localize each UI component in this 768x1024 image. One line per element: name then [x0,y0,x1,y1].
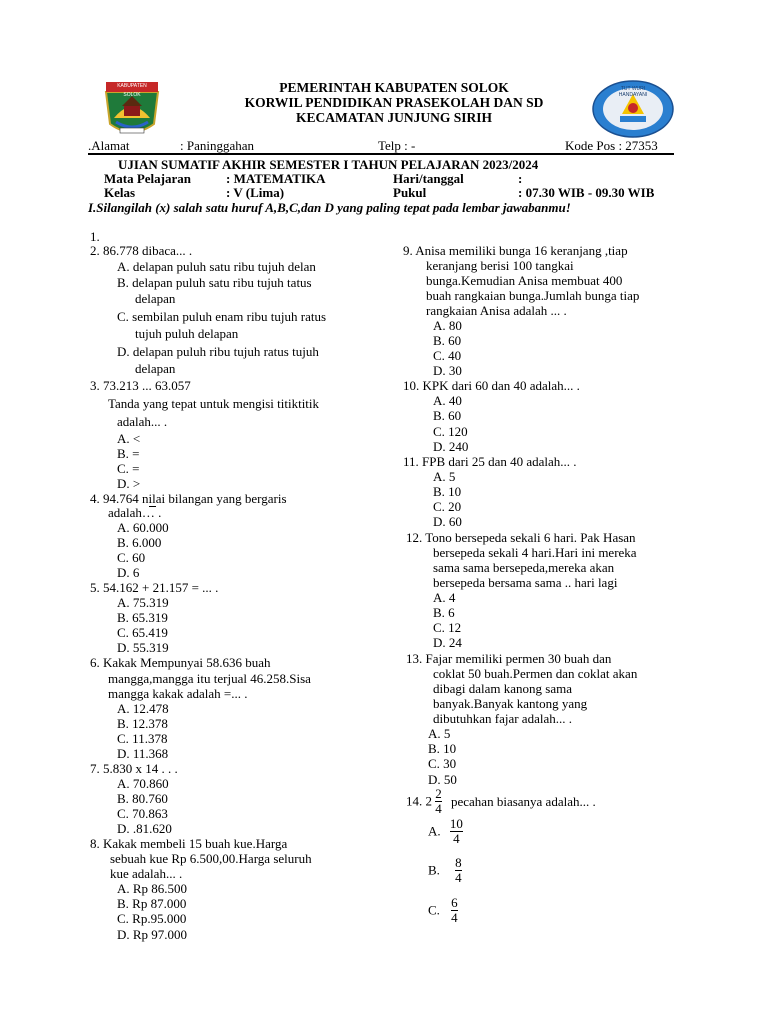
q5-b: B. 65.319 [117,610,168,625]
q1: 1. [90,229,100,244]
q8-c: C. Rp.95.000 [117,911,187,926]
q12-c: C. 12 [433,620,462,635]
q10-d: D. 240 [433,439,469,454]
q2-c2: tujuh puluh delapan [135,326,239,341]
q14-b [428,856,462,885]
logo-right-text: TUT WURI HANDAYANI [618,86,648,98]
header-line-2: KORWIL PENDIDIKAN PRASEKOLAH DAN SD [244,95,544,110]
q2-a: A. delapan puluh satu ribu tujuh delan [117,259,316,274]
q9-line5: rangkaian Anisa adalah ... . [426,303,567,318]
q6-line2: mangga,mangga itu terjual 46.258.Sisa [108,671,311,686]
q13-d: D. 50 [428,772,457,787]
telp: Telp : - [378,138,416,153]
q14-b-den: 4 [455,870,462,885]
logo-left-text: KABUPATEN SOLOK [117,83,147,98]
q8-line3: kue adalah... . [110,866,183,881]
q11-a: A. 5 [433,469,456,484]
q5-c: C. 65.419 [117,625,168,640]
q4-text2: adalah… . [108,505,162,520]
hari-label: Hari/tanggal [393,171,464,186]
q5-a: A. 75.319 [117,595,169,610]
q12-line3: sama sama bersepeda,mereka akan [433,560,615,575]
q13-line4: banyak.Banyak kantong yang [433,696,588,711]
header-line-3: KECAMATAN JUNJUNG SIRIH [295,110,492,125]
instruction: I.Silangilah (x) salah satu huruf A,B,C,dan D yang paling tepat pada lembar jawabanmu! [88,200,571,215]
q3-d: D. > [117,476,141,491]
q2-b2: delapan [135,291,176,306]
q13-c: C. 30 [428,756,457,771]
q8-b: B. Rp 87.000 [117,896,187,911]
q13-line2: coklat 50 buah.Permen dan coklat akan [433,666,638,681]
q14-a-label: A. [428,823,441,839]
q6-line1: 6. Kakak Mempunyai 58.636 buah [90,655,271,670]
kelas-value: : V (Lima) [226,185,285,200]
q14-c-fraction [451,896,458,925]
q7-c: C. 70.863 [117,806,168,821]
q6-a: A. 12.478 [117,701,169,716]
q9-line3: bunga.Kemudian Anisa membuat 400 [426,273,623,288]
exam-title: UJIAN SUMATIF AKHIR SEMESTER I TAHUN PELAJARAN 2023/2024 [118,157,539,172]
q14-b-num: 8 [455,855,462,870]
divider-top [88,153,674,155]
mapel-label: Mata Pelajaran [104,171,192,186]
q12-line1: 12. Tono bersepeda sekali 6 hari. Pak Hasan [406,530,636,545]
q14-a-fraction [450,817,463,846]
q9-c: C. 40 [433,348,462,363]
q14-c [428,896,458,925]
q3-a: A. < [117,431,141,446]
q3-b: B. = [117,446,140,461]
q11-c: C. 20 [433,499,462,514]
kelas-label: Kelas [104,185,136,200]
q14-whole: 14. 2 [406,793,432,809]
alamat-value: : Paninggahan [180,138,255,153]
q9-line4: buah rangkaian bunga.Jumlah bunga tiap [426,288,640,303]
q12-a: A. 4 [433,590,456,605]
q10-c: C. 120 [433,424,468,439]
q11: 11. FPB dari 25 dan 40 adalah... . [403,454,577,469]
q2-b1: B. delapan puluh satu ribu tujuh tatus [117,275,312,290]
q13-a: A. 5 [428,726,451,741]
pukul-label: Pukul [393,185,427,200]
q3: 3. 73.213 ... 63.057 [90,378,191,393]
header-line-1: PEMERINTAH KABUPATEN SOLOK [279,80,509,95]
q9-d: D. 30 [433,363,462,378]
q14-a-num: 10 [449,816,463,831]
q2-d2: delapan [135,361,176,376]
q7-d: D. .81.620 [117,821,172,836]
q4-b: B. 6.000 [117,535,162,550]
q2: 2. 86.778 dibaca... . [90,243,193,258]
q4-d: D. 6 [117,565,140,580]
q12-d: D. 24 [433,635,462,650]
q9-a: A. 80 [433,318,462,333]
q14-c-label: C. [428,902,440,918]
q3-text2: adalah... . [117,414,168,429]
q14-numerator: 2 [435,786,442,801]
q13-b: B. 10 [428,741,457,756]
q8-line1: 8. Kakak membeli 15 buah kue.Harga [90,836,288,851]
q3-text1: Tanda yang tepat untuk mengisi titiktitik [108,396,320,411]
q12-line4: bersepeda bersama sama .. hari lagi [433,575,618,590]
pukul-value: : 07.30 WIB - 09.30 WIB [518,185,655,200]
q4-c: C. 60 [117,550,146,565]
q2-c1: C. sembilan puluh enam ribu tujuh ratus [117,309,327,324]
q2-d1: D. delapan puluh ribu tujuh ratus tujuh [117,344,319,359]
q13-line5: dibutuhkan fajar adalah... . [433,711,572,726]
q6-c: C. 11.378 [117,731,168,746]
kode-pos: Kode Pos : 27353 [565,138,658,153]
q7-a: A. 70.860 [117,776,169,791]
q12-line2: bersepeda sekali 4 hari.Hari ini mereka [433,545,637,560]
q8-d: D. Rp 97.000 [117,927,188,942]
hari-value: : [518,171,523,186]
q7: 7. 5.830 x 14 . . . [90,761,178,776]
q4-underline [149,506,156,507]
q4: 4. 94.764 nilai bilangan yang bergaris [90,491,287,506]
q5-d: D. 55.319 [117,640,169,655]
q14 [406,787,596,816]
q11-d: D. 60 [433,514,462,529]
q12-b: B. 6 [433,605,455,620]
q14-a-den: 4 [450,831,463,846]
q14-c-den: 4 [451,910,458,925]
q9-line1: 9. Anisa memiliki bunga 16 keranjang ,tiap [403,243,628,258]
q13-line1: 13. Fajar memiliki permen 30 buah dan [406,651,612,666]
q5: 5. 54.162 + 21.157 = ... . [90,580,219,595]
q6-b: B. 12.378 [117,716,168,731]
q11-b: B. 10 [433,484,462,499]
q14-b-label: B. [428,862,440,878]
q14-text: pecahan biasanya adalah... . [451,793,596,809]
q9-b: B. 60 [433,333,462,348]
q6-d: D. 11.368 [117,746,169,761]
q14-c-num: 6 [451,895,458,910]
q10-a: A. 40 [433,393,462,408]
q10-b: B. 60 [433,408,462,423]
q6-line3: mangga kakak adalah =... . [108,686,248,701]
q13-line3: dibagi dalam kanong sama [433,681,572,696]
q14-fraction [435,787,442,816]
q3-c: C. = [117,461,140,476]
q8-line2: sebuah kue Rp 6.500,00.Harga seluruh [110,851,312,866]
q8-a: A. Rp 86.500 [117,881,188,896]
q9-line2: keranjang berisi 100 tangkai [426,258,574,273]
q14-denominator: 4 [435,801,442,816]
q7-b: B. 80.760 [117,791,168,806]
q4-a: A. 60.000 [117,520,169,535]
q14-b-fraction [455,856,462,885]
alamat-label: .Alamat [88,138,130,153]
mapel-value: : MATEMATIKA [226,171,326,186]
q10: 10. KPK dari 60 dan 40 adalah... . [403,378,580,393]
q14-a [428,817,463,846]
